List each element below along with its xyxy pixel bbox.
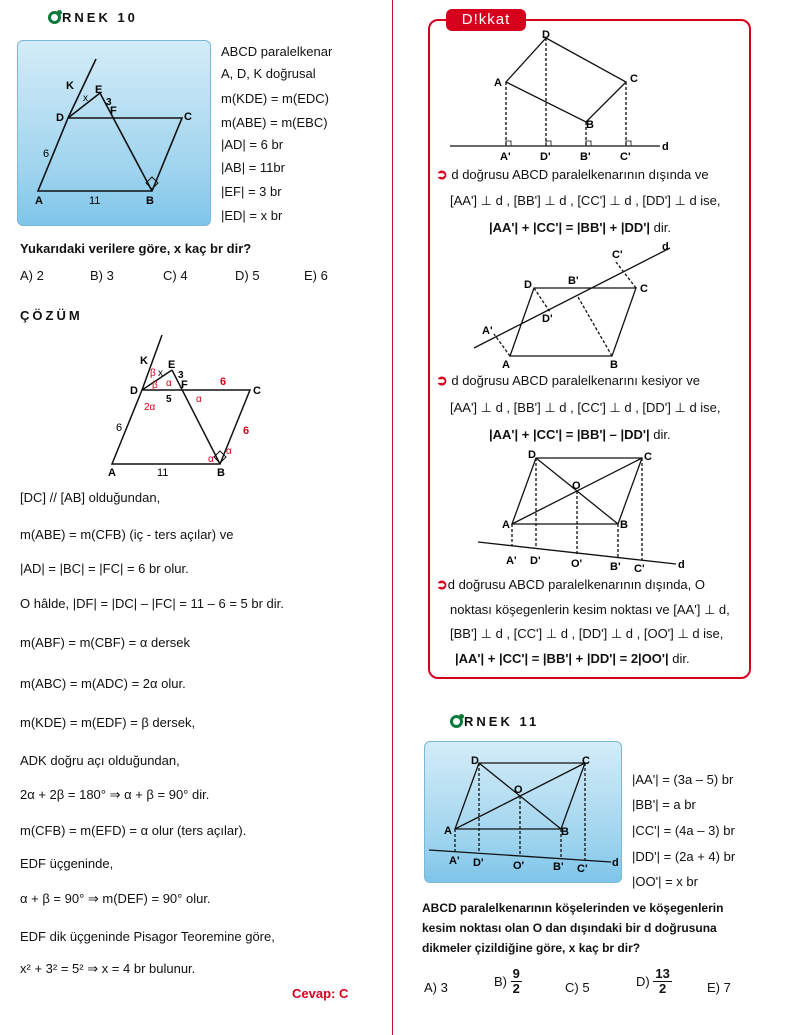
ornek11-title: RNEK 11 (450, 714, 539, 729)
label-d: D (471, 755, 479, 767)
dikkat-figure-2 (466, 242, 682, 370)
label-c: C (253, 385, 261, 397)
cozum-line-1: [DC] // [AB] olduğundan, (20, 490, 161, 505)
cozum-line-12: α + β = 90° ⇒ m(DEF) = 90° olur. (20, 891, 211, 906)
label-c-prime: C' (620, 151, 631, 163)
ornek11-figure (425, 742, 621, 882)
dikkat-title: D!kkat (446, 9, 526, 31)
label-11: 11 (157, 467, 169, 478)
label-b: B (620, 519, 628, 531)
label-k: K (140, 355, 148, 367)
label-o: O (514, 784, 523, 796)
o11-choice-b: B) $\frac{9}{2}$ (494, 966, 520, 996)
label-6-right: 6 (243, 425, 250, 437)
label-c: C (630, 73, 638, 85)
choice-c: C) 4 (163, 268, 188, 283)
cozum-figure (100, 330, 280, 478)
label-c: C (582, 755, 590, 767)
o11-choice-e: E) 7 (707, 980, 731, 995)
label-beta: β (150, 368, 156, 379)
ornek10-question: Yukarıdaki verilere göre, x kaç br dir? (20, 241, 252, 256)
choice-b: B) 3 (90, 268, 114, 283)
label-alpha-1: α (166, 378, 172, 389)
label-b-prime: B' (610, 561, 621, 573)
label-c-prime: C' (612, 249, 623, 261)
cozum-line-7: m(KDE) = m(EDF) = β dersek, (20, 715, 196, 730)
dikkat-p1-formula: |AA'| + |CC'| = |BB'| + |DD'| dir. (489, 220, 671, 235)
label-o: O (572, 480, 581, 492)
label-b: B (586, 119, 594, 131)
given-3: m(KDE) = m(EDC) (221, 91, 329, 106)
label-x: x (158, 368, 163, 379)
dikkat-p3-line3: [BB'] ⊥ d , [CC'] ⊥ d , [DD'] ⊥ d , [OO'] ⊥ d ise, (450, 626, 724, 641)
o11-choice-d: D) $\frac{13}{2}$ (636, 966, 670, 996)
o11-question-1: ABCD paralelkenarının köşelerinden ve köşegenlerin (422, 901, 724, 915)
label-alpha-3: α (226, 446, 232, 457)
ornek-logo-icon (450, 715, 463, 728)
label-6-top: 6 (220, 376, 227, 388)
label-e: E (95, 84, 103, 96)
label-6: 6 (43, 148, 50, 160)
ornek10-figure-box (17, 40, 211, 226)
o11-choice-a: A) 3 (424, 980, 448, 995)
o11-given-5: |OO'| = x br (632, 874, 698, 889)
label-a-prime: A' (506, 555, 517, 567)
given-6: |AB| = 11br (221, 160, 285, 175)
label-a: A (108, 467, 116, 478)
label-c-prime: C' (634, 563, 645, 574)
label-f: F (181, 379, 188, 391)
label-d-prime: D' (542, 313, 553, 325)
label-a-prime: A' (500, 151, 511, 163)
label-alpha-4: α (208, 454, 214, 465)
dikkat-figure-3 (470, 446, 696, 574)
label-o-prime: O' (513, 860, 525, 872)
label-a: A (502, 359, 510, 370)
label-3: 3 (106, 97, 112, 108)
label-3: 3 (178, 370, 184, 381)
cozum-line-13: EDF dik üçgeninde Pisagor Teoremine göre, (20, 929, 275, 944)
label-k: K (66, 80, 74, 92)
given-2: A, D, K doğrusal (221, 66, 316, 81)
label-d: D (528, 449, 536, 461)
label-b-prime: B' (553, 861, 564, 873)
label-beta-2: β (152, 380, 158, 391)
dikkat-p3-line2: noktası köşegenlerin kesim noktası ve [AA'] ⊥ d, (450, 602, 730, 617)
cozum-line-8: ADK doğru açı olduğundan, (20, 753, 180, 768)
given-8: |ED| = x br (221, 208, 283, 223)
cozum-line-4: O hâlde, |DF| = |DC| – |FC| = 11 – 6 = 5 br dir. (20, 596, 284, 611)
o11-given-2: |BB'| = a br (632, 797, 696, 812)
label-c: C (184, 111, 192, 123)
given-5: |AD| = 6 br (221, 137, 284, 152)
label-b: B (561, 826, 569, 838)
cozum-line-10: m(CFB) = m(EFD) = α olur (ters açılar). (20, 823, 247, 838)
ornek10-figure (18, 41, 210, 225)
cozum-title: ÇÖZÜM (20, 308, 83, 323)
dikkat-p2-line1: ➲ d doğrusu ABCD paralelkenarını kesiyor ve (436, 372, 700, 388)
o11-choice-c: C) 5 (565, 980, 590, 995)
label-b-prime: B' (580, 151, 591, 163)
ornek11-figure-box (424, 741, 622, 883)
dikkat-p2-formula: |AA'| + |CC'| = |BB'| – |DD'| dir. (489, 427, 671, 442)
given-1: ABCD paralelkenar (221, 44, 333, 59)
label-e: E (168, 359, 176, 371)
o11-question-2: kesim noktası olan O dan dışındaki bir d doğrusuna (422, 921, 717, 935)
label-a: A (444, 825, 452, 837)
arrow-bullet-icon: ➲ (436, 576, 448, 592)
label-c: C (640, 283, 648, 295)
dikkat-figure-1 (440, 28, 680, 168)
cozum-line-11: EDF üçgeninde, (20, 856, 114, 871)
label-d-line: d (612, 857, 619, 869)
label-d: D (130, 385, 138, 397)
label-d: D (524, 279, 532, 291)
fraction-13-2: $\frac{13}{2}$ (655, 966, 670, 996)
label-c: C (644, 451, 652, 463)
dikkat-p3-line1: ➲d doğrusu ABCD paralelkenarının dışında, O (436, 576, 705, 592)
label-d-line: d (662, 242, 669, 253)
label-o-prime: O' (571, 558, 583, 570)
given-4: m(ABE) = m(EBC) (221, 115, 328, 130)
label-d: D (56, 112, 64, 124)
label-6-left: 6 (116, 422, 123, 434)
label-a: A (494, 77, 502, 89)
label-c-prime: C' (577, 863, 588, 875)
label-a: A (35, 195, 43, 207)
arrow-bullet-icon: ➲ (436, 166, 448, 182)
choice-d: D) 5 (235, 268, 260, 283)
ornek-logo-icon (48, 11, 61, 24)
parallelogram-abcd (38, 118, 182, 191)
dikkat-p3-formula: |AA'| + |CC'| = |BB'| + |DD'| = 2|OO'| dir. (455, 651, 690, 666)
dikkat-p1-line2: [AA'] ⊥ d , [BB'] ⊥ d , [CC'] ⊥ d , [DD'] ⊥ d ise, (450, 193, 721, 208)
cozum-line-5: m(ABF) = m(CBF) = α dersek (20, 635, 191, 650)
choice-a: A) 2 (20, 268, 44, 283)
label-a-prime: A' (449, 855, 460, 867)
label-d-line: d (662, 141, 669, 153)
dikkat-p1-line1: ➲ d doğrusu ABCD paralelkenarının dışında ve (436, 166, 709, 182)
o11-question-3: dikmeler çizildiğine göre, x kaç br dir? (422, 941, 641, 955)
choice-e: E) 6 (304, 268, 328, 283)
label-b: B (217, 467, 225, 478)
cozum-line-6: m(ABC) = m(ADC) = 2α olur. (20, 676, 186, 691)
fraction-9-2: $\frac{9}{2}$ (512, 966, 520, 996)
label-b: B (610, 359, 618, 370)
cozum-line-14: x² + 3² = 5² ⇒ x = 4 br bulunur. (20, 961, 196, 976)
label-a: A (502, 519, 510, 531)
cozum-line-2: m(ABE) = m(CFB) (iç - ters açılar) ve (20, 527, 234, 542)
given-7: |EF| = 3 br (221, 184, 282, 199)
label-b: B (146, 195, 154, 207)
label-d: D (542, 29, 550, 41)
label-11: 11 (89, 195, 101, 207)
arrow-bullet-icon: ➲ (436, 372, 448, 388)
label-d-prime: D' (540, 151, 551, 163)
label-5: 5 (166, 394, 172, 405)
o11-given-4: |DD'| = (2a + 4) br (632, 849, 736, 864)
label-d-prime: D' (530, 555, 541, 567)
o11-given-3: |CC'| = (4a – 3) br (632, 823, 735, 838)
label-2alpha: 2α (144, 402, 156, 413)
cozum-line-3: |AD| = |BC| = |FC| = 6 br olur. (20, 561, 189, 576)
label-d-line: d (678, 559, 685, 571)
label-f: F (110, 105, 117, 117)
answer-label: Cevap: C (292, 986, 349, 1001)
ornek10-title: RNEK 10 (48, 10, 138, 25)
label-d-prime: D' (473, 857, 484, 869)
label-b-prime: B' (568, 275, 579, 287)
label-a-prime: A' (482, 325, 493, 337)
label-x: x (83, 93, 88, 104)
dikkat-p2-line2: [AA'] ⊥ d , [BB'] ⊥ d , [CC'] ⊥ d , [DD'] ⊥ d ise, (450, 400, 721, 415)
cozum-line-9: 2α + 2β = 180° ⇒ α + β = 90° dir. (20, 787, 210, 802)
label-alpha-2: α (196, 394, 202, 405)
o11-given-1: |AA'| = (3a – 5) br (632, 772, 734, 787)
column-divider (392, 0, 393, 1035)
